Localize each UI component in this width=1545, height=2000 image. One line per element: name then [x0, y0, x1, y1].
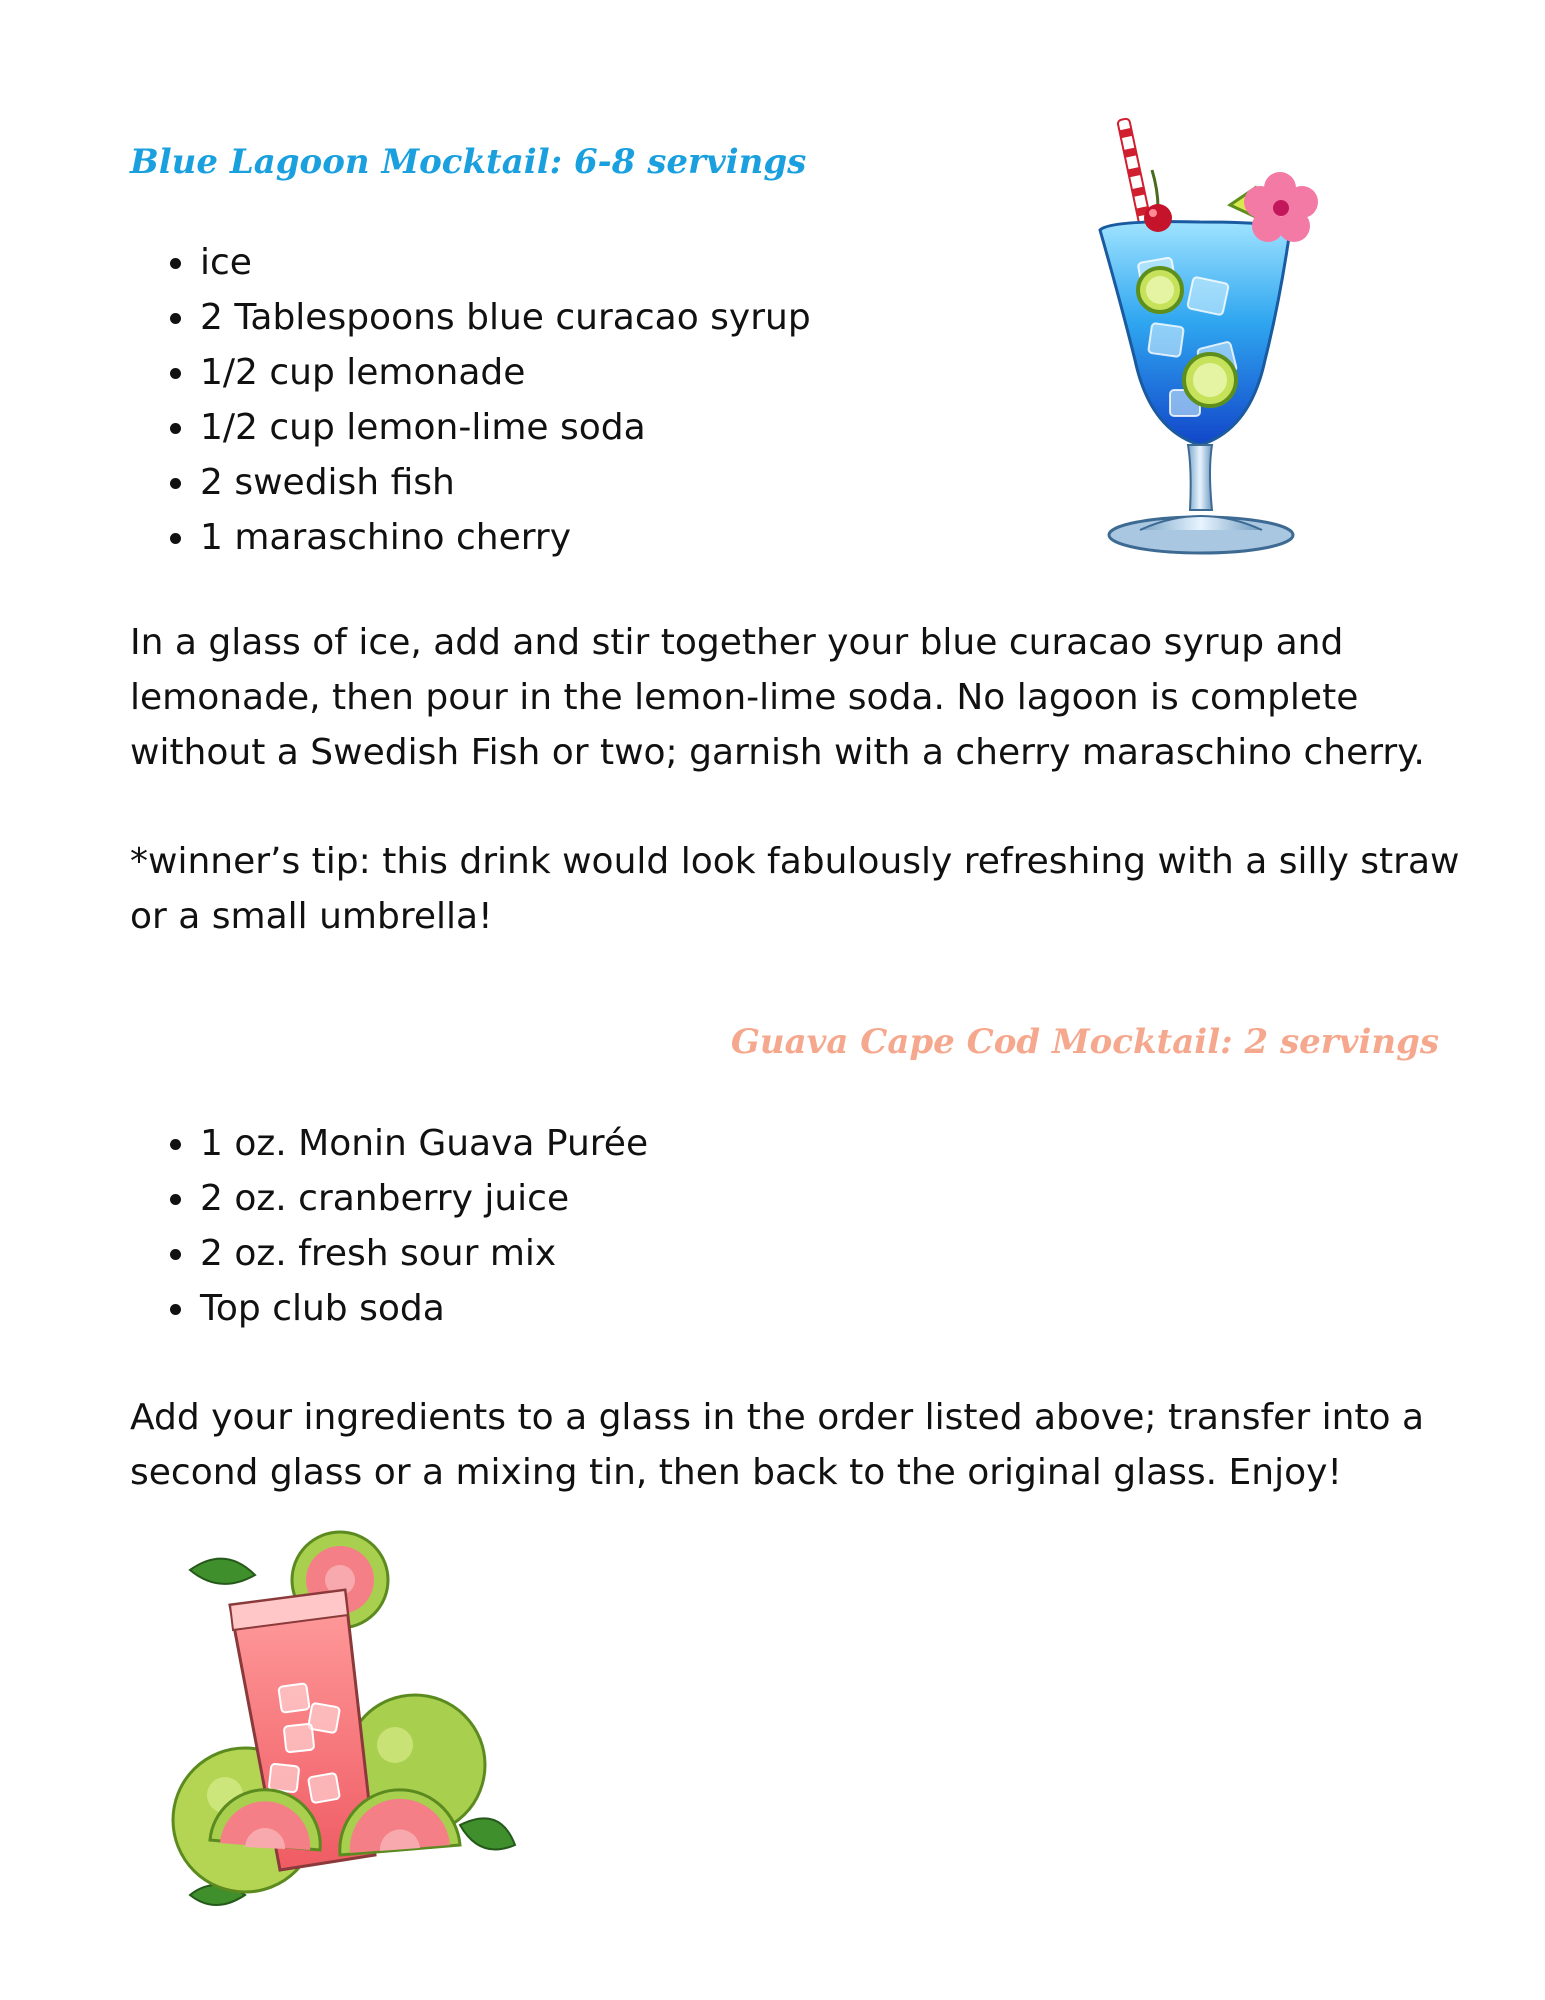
ingredient-item: • 2 oz. fresh sour mix	[198, 1226, 648, 1281]
blue-lagoon-instructions: In a glass of ice, add and stir together your blue curacao syrup and lemonade, then pour in the lemon-lime soda. No lagoon is complete without a Swedish Fish or two; garnish with a cherry maraschino cherry.	[130, 622, 1425, 773]
cherry-icon	[1144, 170, 1172, 232]
flower-icon	[1244, 172, 1318, 242]
guava-cape-cod-title: Guava Cape Cod Mocktail: 2 servings	[730, 1022, 1439, 1062]
blue-lagoon-ingredients	[152, 235, 811, 565]
ingredient-item: • 1/2 cup lemonade	[198, 345, 811, 400]
ingredient-item: • 2 swedish fish	[198, 455, 811, 510]
ingredient-item: • 1/2 cup lemon-lime soda	[198, 400, 811, 455]
blue-lagoon-illustration	[1080, 110, 1320, 580]
guava-cape-cod-ingredients	[152, 1116, 648, 1336]
guava-cape-cod-instructions: Add your ingredients to a glass in the order listed above; transfer into a second glass or a mixing tin, then back to the original glass. Enjoy!	[130, 1397, 1425, 1493]
ingredient-item: • ice	[198, 235, 811, 290]
guava-drink-illustration	[170, 1525, 550, 1925]
blue-lagoon-title: Blue Lagoon Mocktail: 6-8 servings	[130, 142, 807, 182]
ingredient-item: • 1 oz. Monin Guava Purée	[198, 1116, 648, 1171]
blue-lagoon-tip: *winner’s tip: this drink would look fabulously refreshing with a silly straw or a small umbrella!	[130, 841, 1460, 937]
ingredient-item: • 2 Tablespoons blue curacao syrup	[198, 290, 811, 345]
ingredient-item: • 2 oz. cranberry juice	[198, 1171, 648, 1226]
ingredient-item: • Top club soda	[198, 1281, 648, 1336]
ingredient-item: • 1 maraschino cherry	[198, 510, 811, 565]
